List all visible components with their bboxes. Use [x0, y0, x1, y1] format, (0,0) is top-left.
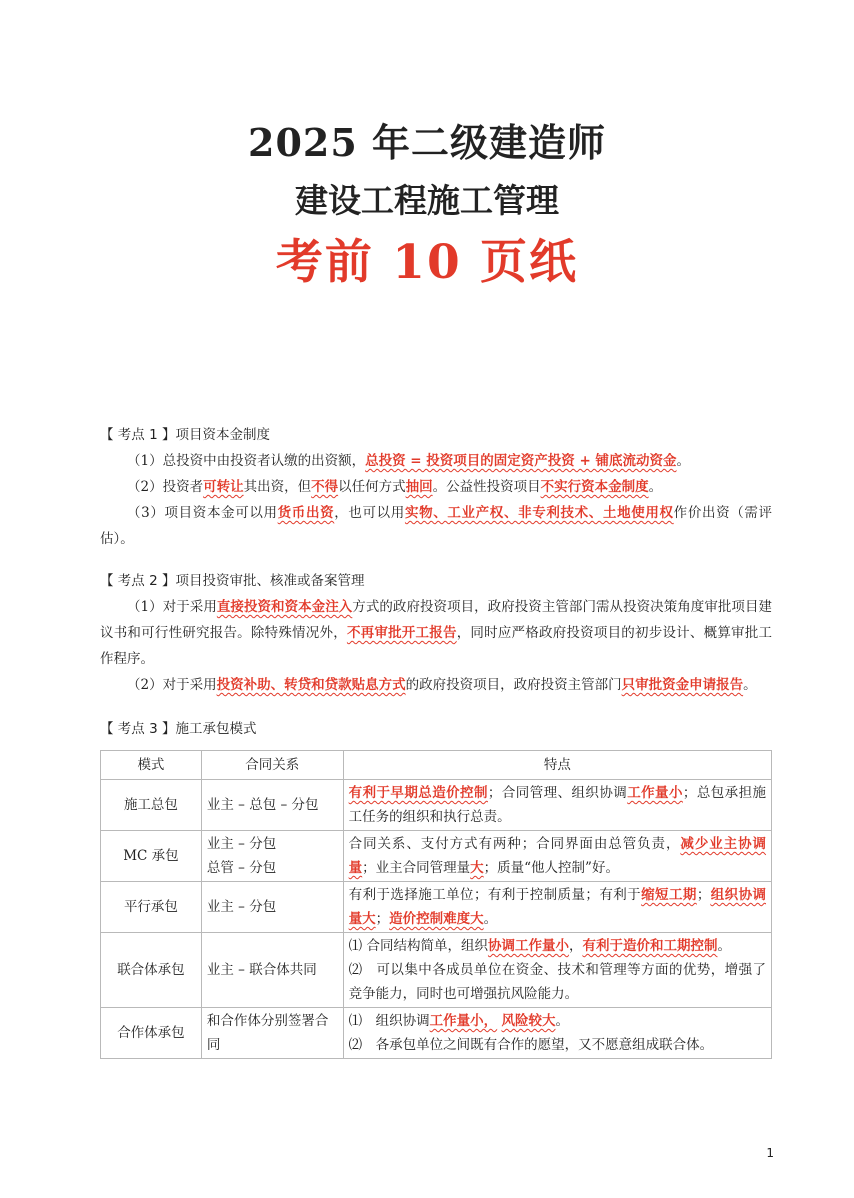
key-point-highlight: 造价控制难度大: [389, 911, 484, 927]
text-run: 以任何方式: [338, 479, 406, 495]
text-run: 。: [676, 453, 691, 469]
contracting-mode-table: [100, 750, 772, 1059]
key-point-highlight: 大: [470, 860, 484, 876]
section-contracting-modes: [100, 716, 772, 742]
cell-features: [343, 780, 771, 831]
key-point-highlight: 实物、工业产权、非专利技术、土地使用权: [404, 505, 674, 521]
text-run: 有利于选择施工单位；有利于控制质量；有利于: [348, 887, 642, 903]
cell-features: [343, 882, 771, 933]
text-run: （3）项目资本金可以用: [127, 505, 278, 521]
key-point-highlight: 协调工作量小: [487, 938, 569, 954]
cell-relation: [201, 882, 343, 933]
header-mode: 模式: [101, 751, 202, 780]
cell-mode: 平行承包: [101, 882, 202, 933]
paragraph: [100, 474, 772, 500]
key-point-highlight: 有利于造价和工期控制: [582, 938, 718, 954]
text-run: ，也可以用: [334, 505, 405, 521]
text-run: 。: [483, 911, 498, 927]
key-point-highlight: 货币出资: [277, 505, 335, 521]
feature-line: [349, 781, 766, 829]
feature-line: [349, 1009, 766, 1033]
relation-line: 业主 – 分包: [206, 836, 277, 852]
key-point-highlight: 直接投资和资本金注入: [216, 599, 353, 615]
key-point-highlight: 可转让: [203, 479, 244, 495]
paragraph: [100, 594, 772, 672]
text-run: 。: [717, 938, 731, 954]
section-heading: 【 考点 1 】项目资本金制度: [100, 427, 270, 443]
table-row: [101, 933, 772, 1008]
feature-line: [349, 883, 766, 931]
text-run: 。公益性投资项目: [432, 479, 541, 495]
key-point-highlight: 抽回: [405, 479, 433, 495]
feature-line: [349, 1033, 766, 1057]
text-run: 方式的政府投资项目，政府投资主管部门需从投资决策角度审批项目建议书和可行性研究报告。除特殊情况外，: [100, 599, 772, 641]
table-row: [101, 780, 772, 831]
header-features: 特点: [343, 751, 771, 780]
cell-relation: [201, 780, 343, 831]
key-point-highlight: 投资补助、转贷和贷款贴息方式: [216, 677, 406, 693]
title-year: 2025 年二级建造师: [248, 120, 606, 165]
text-run: ⑴ 合同结构简单，组织: [348, 938, 488, 954]
section-capital-system: [100, 422, 772, 552]
text-run: （1）总投资中由投资者认缴的出资额，: [127, 453, 366, 469]
text-run: 。: [743, 677, 757, 693]
cell-mode: MC 承包: [101, 831, 202, 882]
key-point-highlight: 工作量小，: [429, 1013, 498, 1029]
key-point-highlight: 风险较大: [501, 1013, 556, 1029]
text-run: 其出资，但: [243, 479, 312, 495]
key-point-highlight: 有利于早期总造价控制: [348, 785, 488, 801]
key-point-highlight: 减少业主协调量: [348, 836, 767, 876]
paragraph: [100, 448, 772, 474]
text-run: ；质量“他人控制”好。: [483, 860, 619, 876]
page-number: 1: [766, 1146, 774, 1160]
relation-line: 业主 – 联合体共同: [206, 962, 317, 978]
key-point-highlight: 不实行资本金制度: [540, 479, 649, 495]
paragraph: [100, 672, 772, 698]
cell-mode: 合作体承包: [101, 1008, 202, 1059]
text-run: ，同时应严格政府投资项目的初步设计、概算审批工作程序。: [100, 625, 772, 667]
feature-line: [349, 832, 766, 880]
cell-features: [343, 1008, 771, 1059]
relation-line: 总管 – 分包: [206, 860, 277, 876]
text-run: ；总包承担施工任务的组织和执行总责。: [348, 785, 767, 825]
text-run: ；业主合同管理量: [362, 860, 471, 876]
header-relation: 合同关系: [201, 751, 343, 780]
text-run: 的政府投资项目，政府投资主管部门: [405, 677, 622, 693]
key-point-highlight: 缩短工期: [641, 887, 697, 903]
text-run: ⑴ 组织协调: [348, 1013, 430, 1029]
section-body: [100, 594, 772, 698]
text-run: 作价出资（需评估）。: [100, 505, 773, 547]
text-run: （2）对于采用: [127, 677, 217, 693]
table-row: [101, 882, 772, 933]
key-point-highlight: 不再审批开工报告: [346, 625, 457, 641]
table-row: [101, 1008, 772, 1059]
section-heading: 【 考点 3 】施工承包模式: [100, 721, 257, 737]
title-highlight: 考前 10 页纸: [275, 235, 579, 290]
relation-line: 和合作体分别签署合同: [206, 1013, 329, 1053]
text-run: ；: [696, 887, 711, 903]
cell-features: [343, 933, 771, 1008]
title-subject: 建设工程施工管理: [295, 181, 559, 220]
cell-features: [343, 831, 771, 882]
key-point-highlight: 只审批资金申请报告: [621, 677, 744, 693]
cell-mode: 联合体承包: [101, 933, 202, 1008]
text-run: ⑵ 可以集中各成员单位在资金、技术和管理等方面的优势，增强了竞争能力，同时也可增强抗风险能力。: [348, 962, 766, 1002]
key-point-highlight: 工作量小: [627, 785, 683, 801]
key-point-highlight: 总投资 = 投资项目的固定资产投资 + 铺底流动资金: [365, 453, 677, 469]
relation-line: 业主 – 总包 – 分包: [206, 797, 319, 813]
text-run: （1）对于采用: [127, 599, 217, 615]
section-investment-approval: [100, 568, 772, 698]
text-run: 。: [648, 479, 663, 495]
paragraph: [100, 500, 772, 552]
table-row: [101, 831, 772, 882]
relation-line: 业主 – 分包: [206, 899, 277, 915]
table-header-row: [101, 751, 772, 780]
cell-relation: [201, 831, 343, 882]
text-run: （2）投资者: [127, 479, 204, 495]
section-body: [100, 448, 772, 552]
text-run: ，: [568, 938, 583, 954]
text-run: 。: [555, 1013, 569, 1029]
cell-relation: [201, 1008, 343, 1059]
key-point-highlight: 不得: [311, 479, 339, 495]
feature-line: [349, 958, 766, 1006]
text-run: ；: [375, 911, 390, 927]
cell-mode: 施工总包: [101, 780, 202, 831]
key-point-highlight: 组织协调量大: [348, 887, 767, 927]
text-run: 合同关系、支付方式有两种；合同界面由总管负责，: [348, 836, 681, 852]
section-heading: 【 考点 2 】项目投资审批、核准或备案管理: [100, 573, 365, 589]
text-run: ⑵ 各承包单位之间既有合作的愿望，又不愿意组成联合体。: [348, 1037, 714, 1053]
text-run: ；合同管理、组织协调: [487, 785, 628, 801]
cell-relation: [201, 933, 343, 1008]
feature-line: [349, 934, 766, 958]
